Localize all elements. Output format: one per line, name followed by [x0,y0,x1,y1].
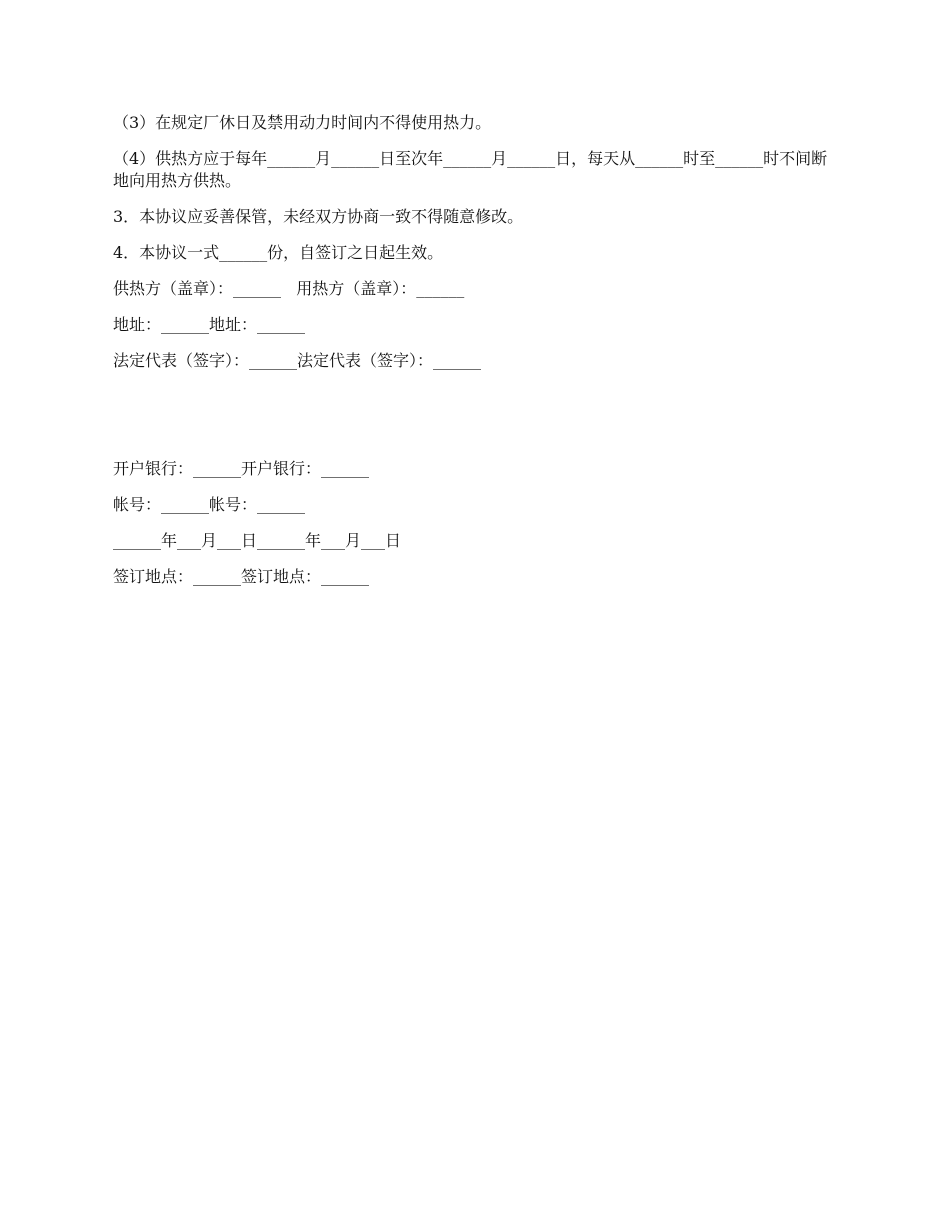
address-line: 地址：______地址：______ [113,315,306,334]
legal-representative-line: 法定代表（签字）：______法定代表（签字）：______ [113,351,482,370]
seal-line: 供热方（盖章）：______ 用热方（盖章）：______ [113,279,465,298]
clause-3-rest-days: （3）在规定厂休日及禁用动力时间内不得使用热力。 [113,113,492,132]
item-3-safekeeping: 3．本协议应妥善保管，未经双方协商一致不得随意修改。 [113,207,524,226]
account-line: 帐号：______帐号：______ [113,495,306,514]
blank-spacer [113,386,833,458]
document-body [113,112,833,602]
bank-line: 开户银行：______开户银行：______ [113,459,370,478]
item-4-copies-effective: 4．本协议一式______份，自签订之日起生效。 [113,243,444,262]
date-line: ______年___月___日______年___月___日 [113,531,402,550]
clause-4-supply-period: （4）供热方应于每年______月______日至次年______月______日，每天从______时至______时不间断地向用热方供热。 [113,149,828,190]
signing-place-line: 签订地点：______签订地点：______ [113,567,370,586]
